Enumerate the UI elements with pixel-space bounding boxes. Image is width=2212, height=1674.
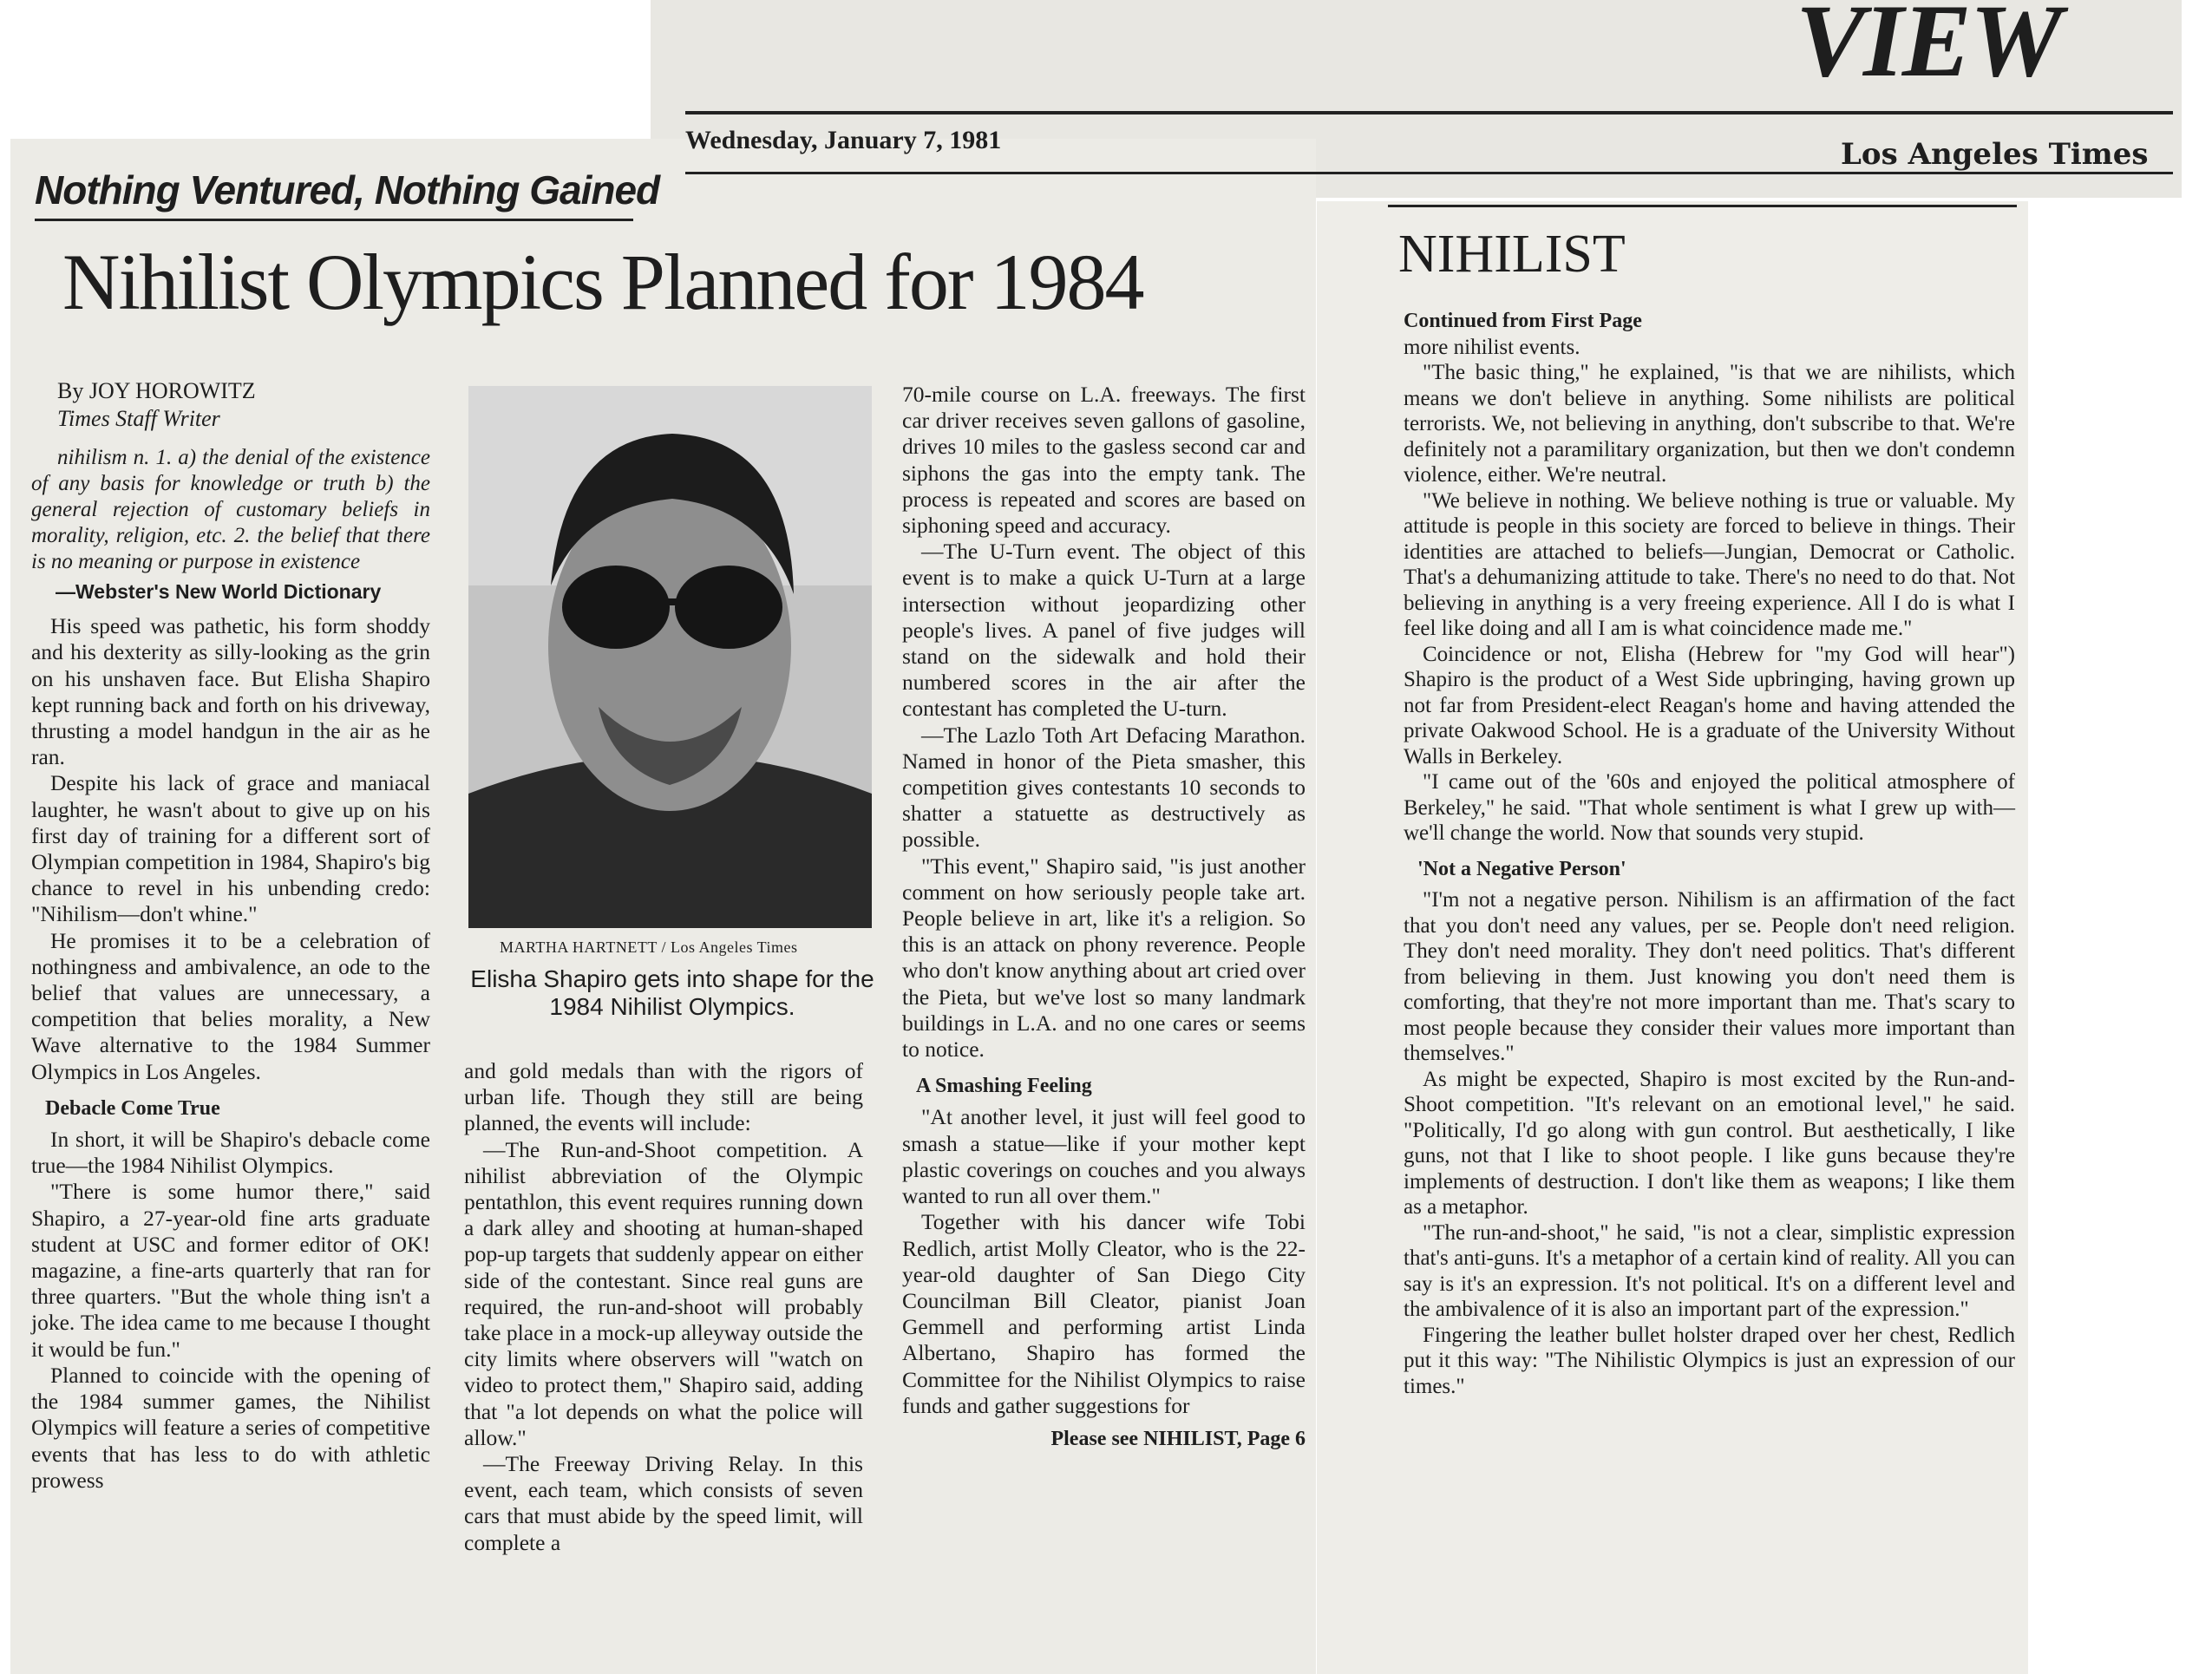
kicker-underline (35, 219, 633, 221)
paragraph: "We believe in nothing. We believe nothing is true or valuable. My attitude is people in this society are forced to believe in things. Their identities are attached to beliefs—Jungian, Democrat or Catholic. That's a dehumanizing attitude to take. There's no need to do that. Not believing in anything is a very freeing experience. All I do is what I feel like doing and all I am is what coincidence made me." (1404, 488, 2015, 640)
section-title: VIEW (1796, 0, 2061, 98)
paragraph: "I'm not a negative person. Nihilism is an affirmation of the fact that you don't need any values, per se. People don't need religion. They don't need morality. They don't need politics. That's different from believing in them. Just knowing you don't need them is comforting, that they're not more important than me. That's scary to most people because they consider their values more important than themselves." (1404, 888, 2015, 1065)
subhead: 'Not a Negative Person' (1417, 857, 1626, 880)
jump-line: Please see NIHILIST, Page 6 (1050, 1427, 1306, 1450)
paragraph: "The run-and-shoot," he said, "is not a clear, simplistic expression that's anti-guns. It's a metaphor of a certain kind of reality. All you can say is it's an expression. It's not political. It's on a different level and the ambivalence of it is also an important part of the expression." (1404, 1220, 2015, 1321)
byline-role: Times Staff Writer (57, 406, 220, 431)
continued-line: Continued from First Page (1404, 310, 1642, 332)
paragraph: "The basic thing," he explained, "is that we are nihilists, which means we don't believe in anything. Some nihilists are political terrorists. We, not believing in anything, don't subscribe to that. We're definitely not a paramilitary organization, but then we don't condemn violence, either. We're neutral. (1404, 361, 2015, 487)
portrait-image (468, 386, 872, 928)
article-column-2 (464, 1058, 863, 1556)
paragraph: In short, it will be Shapiro's debacle come true—the 1984 Nihilist Olympics. (31, 1127, 430, 1179)
photo-caption: Elisha Shapiro gets into shape for the 1984 Nihilist Olympics. (470, 965, 874, 1020)
paragraph: He promises it to be a celebration of nothingness and ambivalence, an ode to the belief that values are unnecessary, a competition that belies morality, a New Wave alternative to the 1984 Summer Olympics in Los Angeles. (31, 927, 430, 1084)
masthead-rule-bottom (685, 172, 2173, 174)
kicker: Nothing Ventured, Nothing Gained (35, 167, 660, 213)
photo-credit: MARTHA HARTNETT / Los Angeles Times (500, 938, 798, 956)
subhead: A Smashing Feeling (916, 1075, 1092, 1098)
masthead-rule-top (685, 111, 2173, 114)
paragraph: "There is some humor there," said Shapiro, a 27-year-old fine arts graduate student at USC and former editor of OK! magazine, a fine-arts quarterly that ran for three quarters. "But the whole thing isn't a joke. The idea came to me because I thought it would be fun." (31, 1179, 430, 1362)
paragraph: Despite his lack of grace and maniacal laughter, he wasn't about to give up on his first day of training for a different sort of Olympian competition in 1984, Shapiro's big chance to revel in his unbending credo: "Nihilism—don't whine." (31, 770, 430, 927)
continuation-rule (1388, 205, 2017, 207)
continuation-title: NIHILIST (1398, 225, 1626, 284)
byline: By JOY HOROWITZ (57, 378, 256, 403)
definition-source: —Webster's New World Dictionary (56, 580, 382, 603)
paragraph: more nihilist events. (1404, 335, 1580, 359)
article-column-3 (902, 382, 1306, 1452)
continuation-column (1404, 309, 2015, 1399)
paragraph: —The U-Turn event. The object of this event is to make a quick U-Turn at a large intersection without jeopardizing other people's lives. A panel of five judges will stand on the sidewalk and hold their numbered scores in the air after the contestant has completed the U-turn. (902, 539, 1306, 722)
paragraph: 70-mile course on L.A. freeways. The first car driver receives seven gallons of gasoline, drives 10 miles to the gasless second car and siphons the gas into the empty tank. The process is repeated and scores are based on siphoning speed and accuracy. (902, 382, 1306, 539)
newspaper-name: Los Angeles Times (1841, 137, 2149, 172)
subhead: Debacle Come True (45, 1096, 220, 1120)
paragraph: Coincidence or not, Elisha (Hebrew for "my God will hear") Shapiro is the product of a West Side upbringing, having grown up not far from President-elect Reagan's home and having attended the private Oakwood School. He is a graduate of the University Without Walls in Berkeley. (1404, 642, 2015, 768)
photo-caption-block (468, 938, 876, 1021)
paragraph: —The Freeway Driving Relay. In this event, each team, which consists of seven cars that must abide by the speed limit, will complete a (464, 1451, 863, 1555)
article-column-1 (31, 377, 430, 1494)
portrait-photo (468, 386, 872, 928)
paragraph: Fingering the leather bullet holster draped over her chest, Redlich put it this way: "The Nihilistic Olympics is just an expression of our times." (1404, 1323, 2015, 1398)
paragraph: "I came out of the '60s and enjoyed the political atmosphere of Berkeley," he said. "That whole sentiment is what I grew up with—we'll change the world. Now that sounds very stupid. (1404, 770, 2015, 845)
paragraph: "This event," Shapiro said, "is just another comment on how seriously people take art. People believe in art, like it's a religion. So this is an attack on phony reverence. People who don't know anything about art cried over the Pieta, but we've lost so many landmark buildings in L.A. and no one cares or seems to notice. (902, 853, 1306, 1063)
paragraph: "At another level, it just will feel good to smash a statue—like if your mother kept plastic coverings on couches and you always wanted to run all over them." (902, 1104, 1306, 1209)
paragraph: and gold medals than with the rigors of urban life. Though they still are being planned, the events will include: (464, 1058, 863, 1136)
paragraph: Planned to coincide with the opening of the 1984 summer games, the Nihilist Olympics will feature a series of competitive events that has less to do with athletic prowess (31, 1362, 430, 1493)
paragraph: His speed was pathetic, his form shoddy and his dexterity as silly-looking as the grin on his unshaven face. But Elisha Shapiro kept running back and forth on his driveway, thrusting a model handgun in the air as he ran. (31, 613, 430, 770)
dictionary-definition: nihilism n. 1. a) the denial of the existence of any basis for knowledge or truth b) the general rejection of customary beliefs in morality, religion, etc. 2. the belief that there is no meaning or purpose in existence (31, 446, 430, 573)
paragraph: Together with his dancer wife Tobi Redlich, artist Molly Cleator, who is the 22-year-old daughter of San Diego City Councilman Bill Cleator, pianist Joan Gemmell and performing artist Linda Albertano, Shapiro has formed the Committee for the Nihilist Olympics to raise funds and gather suggestions for (902, 1209, 1306, 1418)
paragraph: —The Lazlo Toth Art Defacing Marathon. Named in honor of the Pieta smasher, this competition gives contestants 10 seconds to shatter a statuette as destructively as possible. (902, 722, 1306, 853)
issue-date: Wednesday, January 7, 1981 (685, 126, 1002, 154)
headline: Nihilist Olympics Planned for 1984 (62, 238, 1143, 326)
paragraph: As might be expected, Shapiro is most excited by the Run-and-Shoot competition. "It's relevant on an emotional level," he said. "Politically, I'd go along with gun control. But aesthetically, I like guns, not that I like to shoot people. I like guns because they're implements of destruction. I don't like them as weapons; I like them as a metaphor. (1404, 1067, 2015, 1219)
paragraph: —The Run-and-Shoot competition. A nihilist abbreviation of the Olympic pentathlon, this event requires running down a dark alley and shooting at human-shaped pop-up targets that suddenly appear on either side of the contestant. Since real guns are required, the run-and-shoot will probably take place in a mock-up alleyway outside the city limits where observers will "watch on video to protect them," Shapiro said, adding that "a lot depends on what the police will allow." (464, 1136, 863, 1450)
